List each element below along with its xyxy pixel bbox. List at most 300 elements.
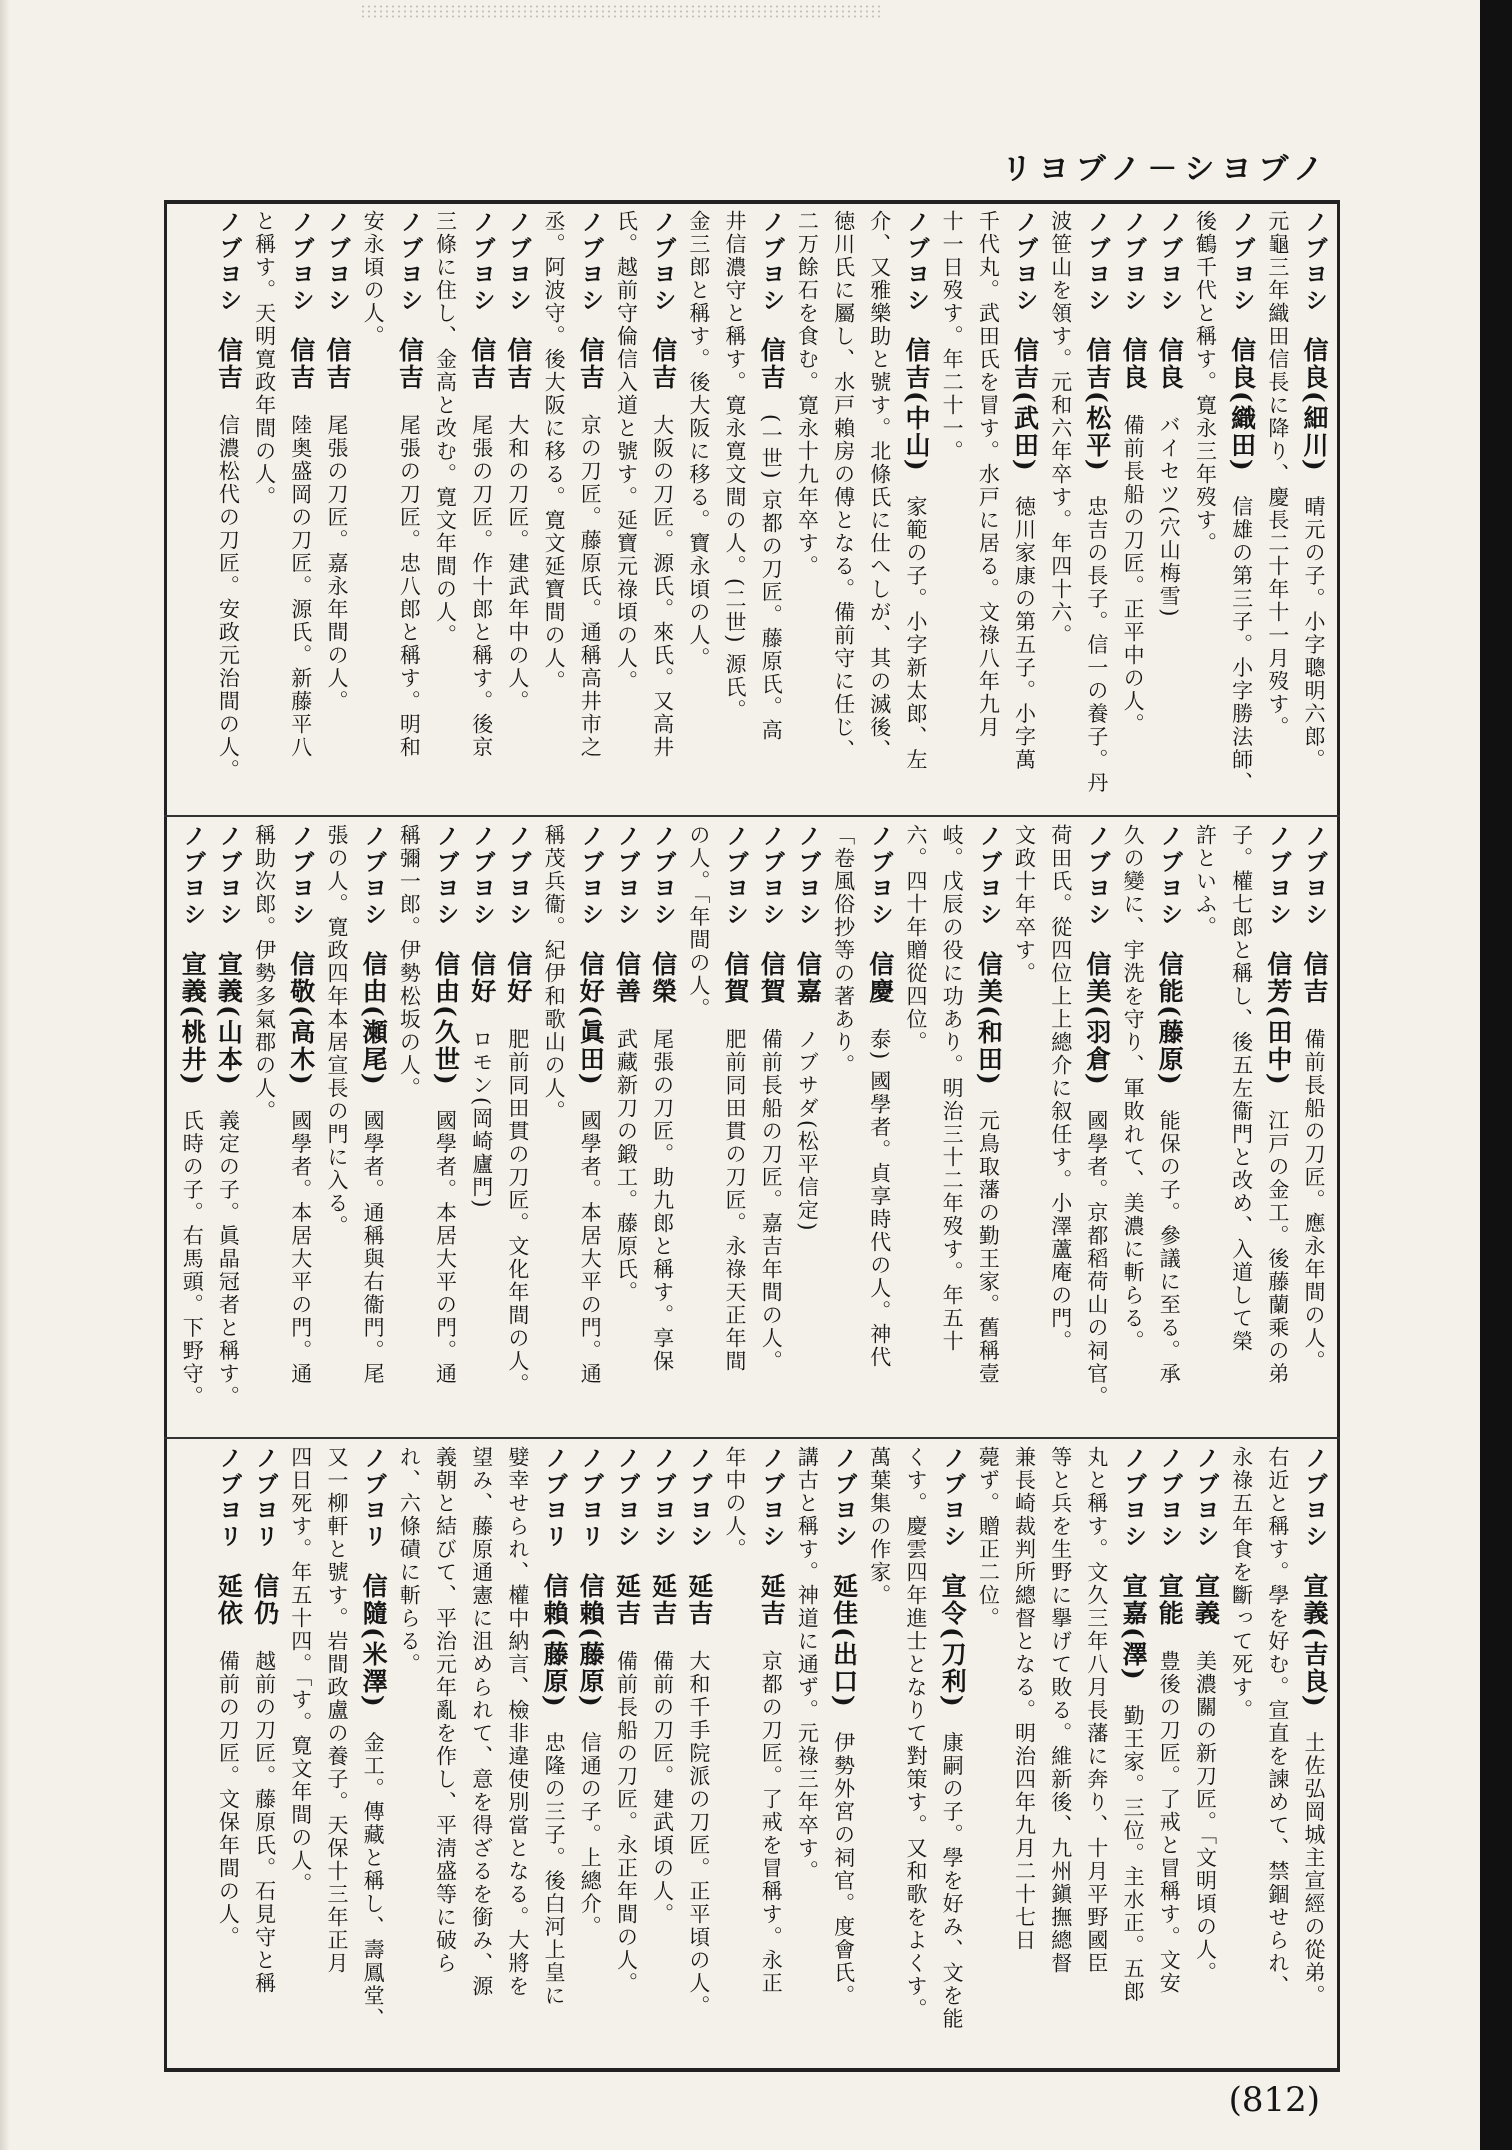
- entry-text: 久の變に、宇洗を守り、軍敗れて、美濃に斬らる。: [1121, 824, 1146, 1353]
- entry-text: 能保の子。參議に至る。承: [1157, 1109, 1182, 1386]
- entry-text: 二万餘石を食む。寛永十九年卒す。: [795, 210, 820, 578]
- entry-text: 伊勢外宮の祠官。度會氏。: [831, 1731, 856, 2008]
- entry-name: 延吉: [648, 1573, 678, 1627]
- entry-text: 江戸の金工。後藤蘭乘の弟: [1265, 1109, 1290, 1386]
- entry-text: ノブサダ(松平信定): [795, 1028, 820, 1233]
- text-column: [608, 824, 644, 1430]
- entry-reading: ノブヨシ: [613, 824, 641, 928]
- page-gutter-shadow: [0, 0, 10, 2150]
- entry-reading: ノブヨシ: [866, 824, 894, 928]
- text-column: [1223, 824, 1259, 1430]
- text-column: [898, 210, 934, 808]
- entry-name: 宣令(刀利): [938, 1573, 968, 1709]
- entry-reading: ノブヨシ: [1301, 824, 1328, 928]
- entry-name: 信善: [612, 951, 642, 1005]
- entry-text: 信濃松代の刀匠。安政元治間の人。: [216, 414, 241, 782]
- entry-name: 信由(瀬尾): [359, 951, 389, 1087]
- text-column: [1260, 824, 1296, 1430]
- frame-bottom-rule: [164, 2068, 1340, 2072]
- entry-name: 信慶: [865, 951, 895, 1005]
- text-column: [608, 210, 644, 808]
- text-column: [572, 824, 608, 1430]
- entry-text: 康嗣の子。學を好み、文を能: [940, 1731, 965, 2031]
- entry-reading: ノブヨシ: [1301, 1446, 1328, 1550]
- text-column: [391, 824, 427, 1430]
- entry-text: 陸奥盛岡の刀匠。源氏。新藤平八: [288, 414, 313, 759]
- entry-text: 大和の刀匠。建武年中の人。: [505, 414, 530, 713]
- text-column: [1260, 1446, 1296, 2060]
- entry-text: 備前長船の刀匠。應永年間の人。: [1302, 1028, 1326, 1373]
- text-column: [1260, 210, 1296, 808]
- entry-text: 望み、藤原通憲に沮められて、意を得ざるを銜み、源: [469, 1446, 494, 1998]
- entry-reading: ノブヨシ: [649, 824, 677, 928]
- text-column: [1187, 824, 1223, 1430]
- entry-name: 信吉: [286, 337, 316, 391]
- entry-reading: ノブヨシ: [1120, 210, 1148, 314]
- entry-text: 兼長崎裁判所總督となる。明治四年九月二十七日: [1012, 1446, 1037, 1952]
- text-column: [1115, 210, 1151, 808]
- entry-text: 千代丸。武田氏を冒す。水戸に居る。文祿八年九月: [976, 210, 1001, 739]
- entry-name: 信良: [1155, 337, 1185, 391]
- entry-reading: ノブヨシ: [1083, 824, 1111, 928]
- text-column: [825, 210, 861, 808]
- entry-reading: ノブヨシ: [1083, 210, 1111, 314]
- entry-name: 信吉: [576, 337, 606, 391]
- entry-text: 文政十年卒す。: [1012, 824, 1037, 985]
- text-column: [608, 1446, 644, 2060]
- entry-name: 信美(羽倉): [1082, 951, 1112, 1087]
- text-column: [862, 824, 898, 1430]
- entry-text: 義定の子。眞晶冠者と稱す。: [216, 1109, 241, 1409]
- text-column: [283, 824, 319, 1430]
- entry-text: 稱彌一郎。伊勢松坂の人。: [397, 824, 422, 1100]
- entry-text: 十一日歿す。年二十一。: [940, 210, 965, 463]
- text-column: [464, 824, 500, 1430]
- text-column: [644, 210, 680, 808]
- entry-text: 氏時の子。右馬頭。下野守。: [180, 1109, 205, 1409]
- entry-text: 備前の刀匠。文保年間の人。: [216, 1650, 241, 1949]
- entry-name: 信芳(田中): [1263, 951, 1293, 1087]
- entry-text: 國學者。本居大平の門。通: [433, 1109, 458, 1386]
- entry-reading: ノブヨシ: [830, 1446, 858, 1550]
- entry-name: 信吉: [214, 337, 244, 391]
- text-column: [355, 824, 391, 1430]
- entry-text: 京都の刀匠。了戒を冒稱す。永正: [759, 1650, 784, 1995]
- text-column: [427, 210, 463, 808]
- text-column: [644, 824, 680, 1430]
- text-column: [1151, 1446, 1187, 2060]
- text-column: [427, 1446, 463, 2060]
- entry-tier-middle: [174, 824, 1332, 1430]
- entry-name: 信良(織田): [1227, 337, 1257, 473]
- entry-text: 徳川氏に屬し、水戸賴房の傅となる。備前守に任じ、: [831, 210, 856, 762]
- text-column: [1223, 210, 1259, 808]
- text-column: [283, 210, 319, 808]
- text-column: [355, 210, 391, 808]
- entry-text: 永祿五年食を斷って死す。: [1229, 1446, 1254, 1722]
- entry-text: 國學者。本居大平の門。通: [288, 1109, 313, 1386]
- entry-text: 又一柳軒と號す。岩間政盧の養子。天保十三年正月: [324, 1446, 349, 1975]
- text-column: [319, 210, 355, 808]
- entry-reading: ノブヨシ: [179, 824, 207, 928]
- entry-reading: ノブヨシ: [504, 210, 532, 314]
- text-column: [355, 1446, 391, 2060]
- entry-reading: ノブヨシ: [577, 824, 605, 928]
- entry-text: 肥前同田貫の刀匠。永祿天正年間: [723, 1028, 747, 1373]
- entry-reading: ノブヨシ: [468, 824, 496, 928]
- entry-name: 信美(和田): [974, 951, 1004, 1087]
- text-column: [1187, 1446, 1223, 2060]
- entry-text: 薨ず。贈正二位。: [976, 1446, 1001, 1630]
- text-column: [1079, 1446, 1115, 2060]
- text-column: [825, 824, 861, 1430]
- entry-text: 年中の人。: [723, 1446, 747, 1561]
- text-column: [210, 1446, 246, 2060]
- entry-text: 徳川家康の第五子。小字萬: [1012, 495, 1037, 772]
- entry-text: 「卷風俗抄等の著あり。: [831, 824, 856, 1077]
- entry-text: 信通の子。上總介。: [578, 1731, 603, 1939]
- text-column: [246, 210, 282, 808]
- text-column: [789, 1446, 825, 2060]
- text-column: [681, 210, 717, 808]
- entry-reading: ノブヨシ: [577, 210, 605, 314]
- entry-reading: ノブヨシ: [287, 210, 315, 314]
- entry-name: 信好: [503, 951, 533, 1005]
- entry-name: 信良(細川): [1300, 337, 1329, 473]
- entry-text: 荷田氏。從四位上上總介に叙任す。小澤蘆庵の門。: [1048, 824, 1073, 1353]
- text-column: [1151, 824, 1187, 1430]
- entry-name: 宣能: [1155, 1573, 1185, 1627]
- entry-name: 宣嘉(澤): [1119, 1573, 1149, 1682]
- text-column: [898, 824, 934, 1430]
- entry-name: 信吉(松平): [1082, 337, 1112, 473]
- text-column: [970, 210, 1006, 808]
- entry-text: 右近と稱す。學を好む。宣直を諫めて、禁錮せられ、: [1265, 1446, 1290, 1998]
- entry-name: 信吉: [503, 337, 533, 391]
- entry-text: 岐。戊辰の役に功あり。明治三十二年歿す。年五十: [940, 824, 965, 1353]
- entry-name: 信吉: [648, 337, 678, 391]
- entry-name: 宣義(吉良): [1300, 1573, 1329, 1709]
- entry-text: 國學者。本居大平の門。通: [578, 1109, 603, 1386]
- entry-reading: ノブヨシ: [215, 824, 243, 928]
- entry-text: 六。四十年贈從四位。: [903, 824, 928, 1054]
- entry-text: 忠吉の長子。信一の養子。丹: [1084, 495, 1109, 795]
- text-column: [825, 1446, 861, 2060]
- entry-name: 信仍: [250, 1573, 280, 1627]
- entry-text: 泰) 國學者。貞享時代の人。神代: [867, 1028, 892, 1369]
- text-column: [500, 210, 536, 808]
- entry-text: 備前の刀匠。建武頃の人。: [650, 1650, 675, 1926]
- text-column: [789, 210, 825, 808]
- entry-reading: ノブヨシ: [613, 1446, 641, 1550]
- text-column: [536, 1446, 572, 2060]
- text-column: [1151, 210, 1187, 808]
- text-column: [246, 824, 282, 1430]
- entry-reading: ノブヨシ: [1264, 824, 1292, 928]
- text-column: [536, 210, 572, 808]
- text-column: [717, 1446, 753, 2060]
- entry-text: 家範の子。小字新太郎、左: [903, 495, 928, 772]
- entry-text: 元鳥取藩の勤王家。舊稱壹: [976, 1109, 1001, 1386]
- entry-name: 延依: [214, 1573, 244, 1627]
- entry-name: 信吉: [322, 337, 352, 391]
- entry-text: 京の刀匠。藤原氏。通稱高井市之: [578, 414, 603, 759]
- entry-text: 武藏新刀の鍛工。藤原氏。: [614, 1028, 639, 1304]
- text-column: [970, 1446, 1006, 2060]
- entry-text: 三條に住し、金高と改む。寛文年間の人。: [433, 210, 458, 647]
- text-column: [934, 1446, 970, 2060]
- entry-text: 義朝と結びて、平治元年亂を作し、平淸盛等に破ら: [433, 1446, 458, 1975]
- text-column: [1296, 824, 1332, 1430]
- entry-text: 稱助次郎。伊勢多氣郡の人。: [252, 824, 277, 1123]
- text-column: [391, 210, 427, 808]
- entry-name: 宣義(山本): [214, 951, 244, 1087]
- text-column: [283, 1446, 319, 2060]
- entry-text: 講古と稱す。神道に通ず。元祿三年卒す。: [795, 1446, 820, 1883]
- entry-text: 井信濃守と稱す。寛永寛文間の人。(二世) 源氏。: [723, 210, 747, 723]
- entry-reading: ノブヨシ: [649, 1446, 677, 1550]
- text-column: [572, 1446, 608, 2060]
- entry-reading: ノブヨシ: [1192, 1446, 1220, 1550]
- entry-name: 信吉: [395, 337, 425, 391]
- entry-reading: ノブヨシ: [902, 210, 930, 314]
- entry-reading: ノブヨシ: [1228, 210, 1256, 314]
- entry-text: 後鶴千代と稱す。寛永三年歿す。: [1193, 210, 1218, 555]
- frame-left-rule: [164, 200, 167, 2072]
- entry-text: バイセツ(穴山梅雪): [1157, 414, 1182, 619]
- text-column: [427, 824, 463, 1430]
- entry-text: 萬葉集の作家。: [867, 1446, 892, 1607]
- text-column: [536, 824, 572, 1430]
- entry-text: 越前の刀匠。藤原氏。石見守と稱: [252, 1650, 277, 1995]
- text-column: [500, 1446, 536, 2060]
- entry-reading: ノブヨシ: [758, 824, 786, 928]
- entry-text: 尾張の刀匠。作十郎と稱す。後京: [469, 414, 494, 759]
- entry-reading: ノブヨシ: [722, 824, 749, 928]
- text-column: [862, 1446, 898, 2060]
- entry-name: 信良: [1119, 337, 1149, 391]
- text-column: [319, 1446, 355, 2060]
- entry-text: 勤王家。三位。主水正。五郎: [1121, 1704, 1146, 2004]
- text-column: [1079, 210, 1115, 808]
- text-column: [1296, 210, 1332, 808]
- entry-name: 宣義(桃井): [178, 951, 208, 1087]
- entry-reading: ノブヨシ: [939, 1446, 967, 1550]
- entry-reading: ノブヨシ: [758, 1446, 786, 1550]
- entry-name: 信嘉: [793, 951, 823, 1005]
- entry-reading: ノブヨシ: [468, 210, 496, 314]
- text-column: [391, 1446, 427, 2060]
- entry-reading: ノブヨシ: [1011, 210, 1039, 314]
- text-column: [319, 824, 355, 1430]
- entry-reading: ノブヨシ: [1301, 210, 1328, 314]
- text-column: [500, 824, 536, 1430]
- text-column: [753, 210, 789, 808]
- entry-name: 信敬(高木): [286, 951, 316, 1087]
- entry-text: 尾張の刀匠。嘉永年間の人。: [324, 414, 349, 713]
- entry-text: と稱す。天明寛政年間の人。: [252, 210, 277, 509]
- entry-name: 信吉: [467, 337, 497, 391]
- text-column: [717, 824, 753, 1430]
- entry-text: 肥前同田貫の刀匠。文化年間の人。: [505, 1028, 530, 1396]
- entry-text: 忠隆の三子。後白河上皇に: [542, 1731, 567, 2008]
- entry-name: 信由(久世): [431, 951, 461, 1087]
- entry-reading: ノブヨシ: [215, 210, 243, 314]
- text-column: [572, 210, 608, 808]
- entry-text: 安永頃の人。: [361, 210, 386, 348]
- entry-text: 尾張の刀匠。忠八郎と稱す。明和: [397, 414, 422, 759]
- entry-text: 備前長船の刀匠。嘉吉年間の人。: [759, 1028, 784, 1373]
- text-column: [1079, 824, 1115, 1430]
- text-column: [246, 1446, 282, 2060]
- entry-text: れ、六條磧に斬らる。: [397, 1446, 422, 1676]
- entry-text: 等と兵を生野に擧げて敗る。維新後、九州鎭撫總督: [1048, 1446, 1073, 1975]
- entry-text: 美濃關の新刀匠。「文明頃の人。: [1193, 1650, 1218, 1985]
- entry-name: 信能(藤原): [1155, 951, 1185, 1087]
- entry-name: 信吉: [1300, 951, 1329, 1005]
- entry-name: 延佳(出口): [829, 1573, 859, 1709]
- entry-text: 備前長船の刀匠。正平中の人。: [1121, 414, 1146, 736]
- entry-text: 嬖幸せられ、權中納言、檢非違使別當となる。大將を: [505, 1446, 530, 1998]
- entry-reading: ノブヨシ: [975, 824, 1003, 928]
- entry-reading: ノブヨシ: [1156, 824, 1184, 928]
- entry-text: 金工。傳藏と稱し、壽鳳堂、: [361, 1731, 386, 2031]
- frame-top-rule: [164, 200, 1340, 204]
- entry-reading: ノブヨシ: [649, 210, 677, 314]
- entry-name: 信賀: [757, 951, 787, 1005]
- frame-right-rule: [1337, 200, 1340, 2072]
- entry-name: 信賴(藤原): [540, 1573, 570, 1709]
- text-column: [174, 824, 210, 1430]
- text-column: [1043, 210, 1079, 808]
- entry-reading: ノブヨリ: [251, 1446, 279, 1550]
- entry-text: 大阪の刀匠。源氏。來氏。又高井: [650, 414, 675, 759]
- entry-text: 丸と稱す。文久三年八月長藩に奔り、十月平野國臣: [1084, 1446, 1109, 1975]
- text-column: [1115, 824, 1151, 1430]
- entry-name: 信榮: [648, 951, 678, 1005]
- entry-text: 四日死す。年五十四。「す。寛文年間の人。: [288, 1446, 313, 1896]
- entry-text: 土佐弘岡城主宣經の從弟。: [1302, 1731, 1326, 2008]
- entry-text: 波笹山を領す。元和六年卒す。年四十六。: [1048, 210, 1073, 647]
- entry-name: 信吉: [757, 337, 787, 391]
- entry-reading: ノブヨシ: [1156, 1446, 1184, 1550]
- entry-text: 國學者。通稱與右衞門。尾: [361, 1109, 386, 1386]
- entry-reading: ノブヨシ: [794, 824, 822, 928]
- text-column: [681, 1446, 717, 2060]
- text-column: [934, 824, 970, 1430]
- entry-text: の人。「年間の人。: [686, 824, 711, 1021]
- entry-reading: ノブヨシ: [1156, 210, 1184, 314]
- entry-name: 信賴(藤原): [576, 1573, 606, 1709]
- entry-text: 信雄の第三子。小字勝法師、: [1229, 495, 1254, 795]
- entry-reading: ノブヨシ: [432, 824, 460, 928]
- entry-reading: ノブヨリ: [215, 1446, 243, 1550]
- entry-text: 金三郎と稱す。後大阪に移る。寶永頃の人。: [686, 210, 711, 670]
- tier-divider: [164, 815, 1340, 817]
- entry-tier-bottom: [174, 1446, 1332, 2060]
- entry-text: 許といふ。: [1193, 824, 1218, 939]
- text-column: [753, 824, 789, 1430]
- scan-edge-bar: [1480, 0, 1512, 2150]
- entry-reading: ノブヨシ: [1120, 1446, 1148, 1550]
- entry-reading: ノブヨシ: [360, 824, 388, 928]
- text-column: [717, 210, 753, 808]
- entry-text: 備前長船の刀匠。永正年間の人。: [614, 1650, 639, 1995]
- text-column: [210, 824, 246, 1430]
- entry-text: 稱茂兵衞。紀伊和歌山の人。: [542, 824, 567, 1123]
- text-column: [898, 1446, 934, 2060]
- text-column: [1296, 1446, 1332, 2060]
- entry-text: 子。權七郎と稱し、後五左衞門と改め、入道して榮: [1229, 824, 1254, 1353]
- text-column: [1115, 1446, 1151, 2060]
- text-column: [1223, 1446, 1259, 2060]
- text-column: [1043, 824, 1079, 1430]
- entry-reading: ノブヨシ: [323, 210, 351, 314]
- text-column: [934, 210, 970, 808]
- running-header: リヨブノ－シヨブノ: [1001, 152, 1330, 187]
- text-column: [789, 824, 825, 1430]
- entry-reading: ノブヨリ: [360, 1446, 388, 1550]
- entry-name: 信好(眞田): [576, 951, 606, 1087]
- entry-text: 晴元の子。小字聰明六郎。: [1302, 495, 1326, 772]
- entry-text: 氏。越前守倫信入道と號す。延寶元祿頃の人。: [614, 210, 639, 693]
- entry-text: 元龜三年織田信長に降り、慶長二十年十一月歿す。: [1265, 210, 1290, 739]
- print-speckle: [360, 4, 880, 20]
- entry-text: 介、又雅樂助と號す。北條氏に仕へしが、其の滅後、: [867, 210, 892, 762]
- entry-name: 信吉(中山): [901, 337, 931, 473]
- entry-text: くす。慶雲四年進士となりて對策す。又和歌をよくす。: [903, 1446, 928, 2021]
- entry-text: 國學者。京都稻荷山の祠官。: [1084, 1109, 1109, 1409]
- text-column: [1043, 1446, 1079, 2060]
- entry-tier-top: [174, 210, 1332, 808]
- entry-name: 信隨(米澤): [359, 1573, 389, 1709]
- entry-name: 延吉: [757, 1573, 787, 1627]
- text-column: [1006, 824, 1042, 1430]
- entry-name: 延吉: [612, 1573, 642, 1627]
- text-column: [681, 824, 717, 1430]
- entry-text: 大和千手院派の刀匠。正平頃の人。: [686, 1650, 711, 2018]
- entry-name: 信好: [467, 951, 497, 1005]
- text-column: [753, 1446, 789, 2060]
- text-column: [1006, 1446, 1042, 2060]
- text-column: [464, 210, 500, 808]
- entry-text: 張の人。寛政四年本居宣長の門に入る。: [324, 824, 349, 1238]
- text-column: [1187, 210, 1223, 808]
- entry-reading: ノブヨシ: [685, 1446, 713, 1550]
- entry-reading: ノブヨリ: [541, 1446, 569, 1550]
- entry-text: ロモン(岡崎廬門): [469, 1028, 494, 1210]
- text-column: [464, 1446, 500, 2060]
- entry-name: 延吉: [684, 1573, 714, 1627]
- text-column: [210, 210, 246, 808]
- entry-reading: ノブヨシ: [396, 210, 424, 314]
- text-column: [970, 824, 1006, 1430]
- text-column: [862, 210, 898, 808]
- text-column: [1006, 210, 1042, 808]
- tier-divider: [164, 1437, 1340, 1439]
- entry-name: 信吉(武田): [1010, 337, 1040, 473]
- entry-text: 尾張の刀匠。助九郎と稱す。享保: [650, 1028, 675, 1373]
- entry-reading: ノブヨリ: [577, 1446, 605, 1550]
- entry-name: 宣義: [1191, 1573, 1221, 1627]
- entry-text: (一世) 京都の刀匠。藤原氏。高: [759, 414, 784, 743]
- text-column: [644, 1446, 680, 2060]
- entry-text: 豊後の刀匠。了戒と冒稱す。文安: [1157, 1650, 1182, 1995]
- entry-reading: ノブヨシ: [758, 210, 786, 314]
- entry-name: 信賀: [721, 951, 750, 1005]
- page-number: (812): [1228, 2080, 1320, 2120]
- entry-reading: ノブヨシ: [504, 824, 532, 928]
